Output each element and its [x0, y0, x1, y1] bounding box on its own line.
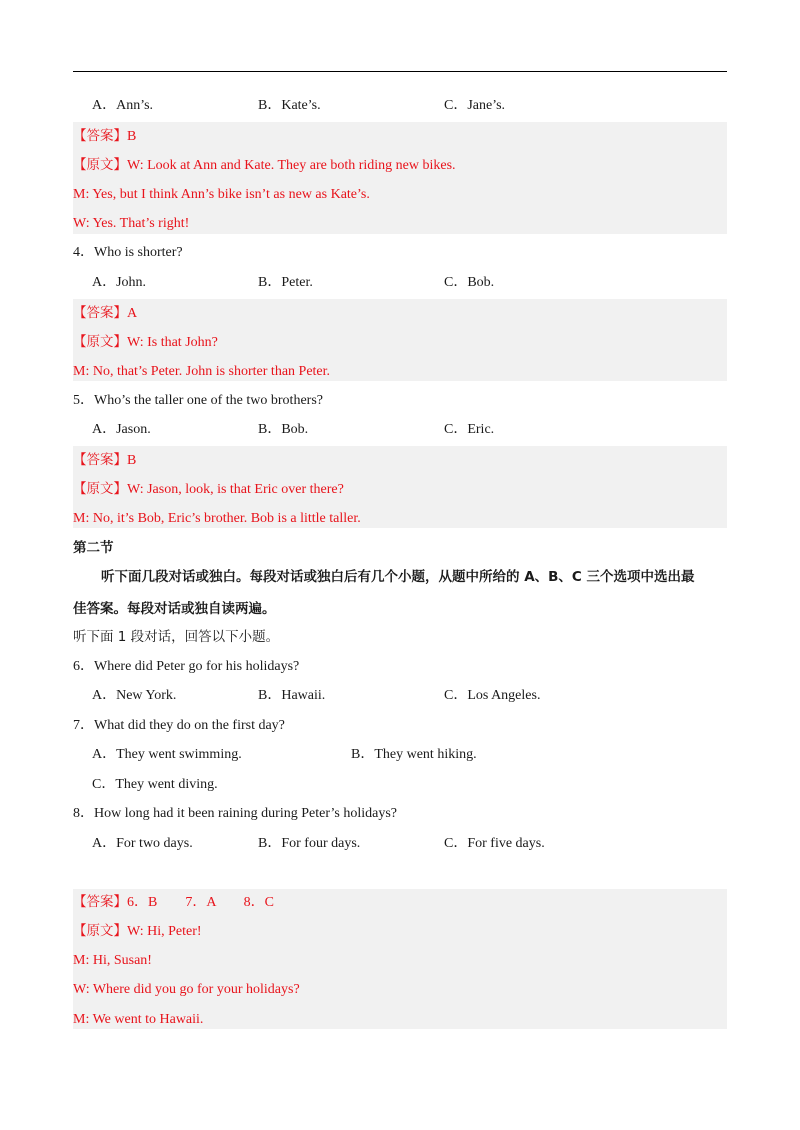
option-c: C．Eric. [444, 422, 495, 437]
question-8-stem: 8．How long had it been raining during Peter’s holidays? [73, 806, 398, 821]
transcript-line: M: We went to Hawaii. [73, 1012, 204, 1027]
answer-line: 【答案】6．B 7．A 8．C [73, 894, 275, 910]
option-a: A．Ann’s. [92, 98, 154, 113]
transcript-line: 【原文】W: Hi, Peter! [73, 923, 202, 939]
transcript-line: 【原文】W: Is that John? [73, 334, 218, 350]
sub-instruction: 听下面 1 段对话，回答以下小题。 [73, 629, 280, 645]
question-6-stem: 6．Where did Peter go for his holidays? [73, 659, 300, 674]
section-instruction: 佳答案。每段对话或独自读两遍。 [73, 601, 276, 617]
answer-line: 【答案】A [73, 305, 138, 321]
option-c: C．Jane’s. [444, 98, 506, 113]
answer-line: 【答案】B [73, 452, 137, 468]
transcript-line: W: Where did you go for your holidays? [73, 982, 300, 997]
transcript-line: M: Hi, Susan! [73, 953, 152, 968]
option-a: A．New York. [92, 688, 177, 703]
transcript-line: 【原文】W: Look at Ann and Kate. They are both riding new bikes. [73, 157, 456, 173]
transcript-line: M: Yes, but I think Ann’s bike isn’t as new as Kate’s. [73, 187, 370, 202]
question-4-stem: 4．Who is shorter? [73, 245, 183, 260]
option-a: A．Jason. [92, 422, 151, 437]
option-a: A．John. [92, 275, 147, 290]
option-b: B．They went hiking. [351, 747, 477, 762]
transcript-line: M: No, it’s Bob, Eric’s brother. Bob is a little taller. [73, 511, 361, 526]
section-title: 第二节 [73, 540, 114, 556]
option-c: C．They went diving. [92, 777, 218, 792]
option-c: C．For five days. [444, 836, 545, 851]
option-b: B．Hawaii. [258, 688, 326, 703]
option-a: A．For two days. [92, 836, 193, 851]
option-c: C．Los Angeles. [444, 688, 541, 703]
transcript-line: 【原文】W: Jason, look, is that Eric over there? [73, 481, 344, 497]
section-instruction: 听下面几段对话或独白。每段对话或独白后有几个小题，从题中所给的 A、B、C 三个选项中选出最 [101, 569, 695, 585]
option-a: A．They went swimming. [92, 747, 242, 762]
option-b: B．For four days. [258, 836, 361, 851]
option-c: C．Bob. [444, 275, 495, 290]
option-b: B．Peter. [258, 275, 313, 290]
answer-line: 【答案】B [73, 128, 137, 144]
option-b: B．Kate’s. [258, 98, 321, 113]
header-rule [73, 71, 727, 72]
option-b: B．Bob. [258, 422, 309, 437]
question-5-stem: 5．Who’s the taller one of the two brothers? [73, 393, 323, 408]
transcript-line: W: Yes. That’s right! [73, 216, 190, 231]
question-7-stem: 7．What did they do on the first day? [73, 718, 285, 733]
transcript-line: M: No, that’s Peter. John is shorter than Peter. [73, 364, 331, 379]
